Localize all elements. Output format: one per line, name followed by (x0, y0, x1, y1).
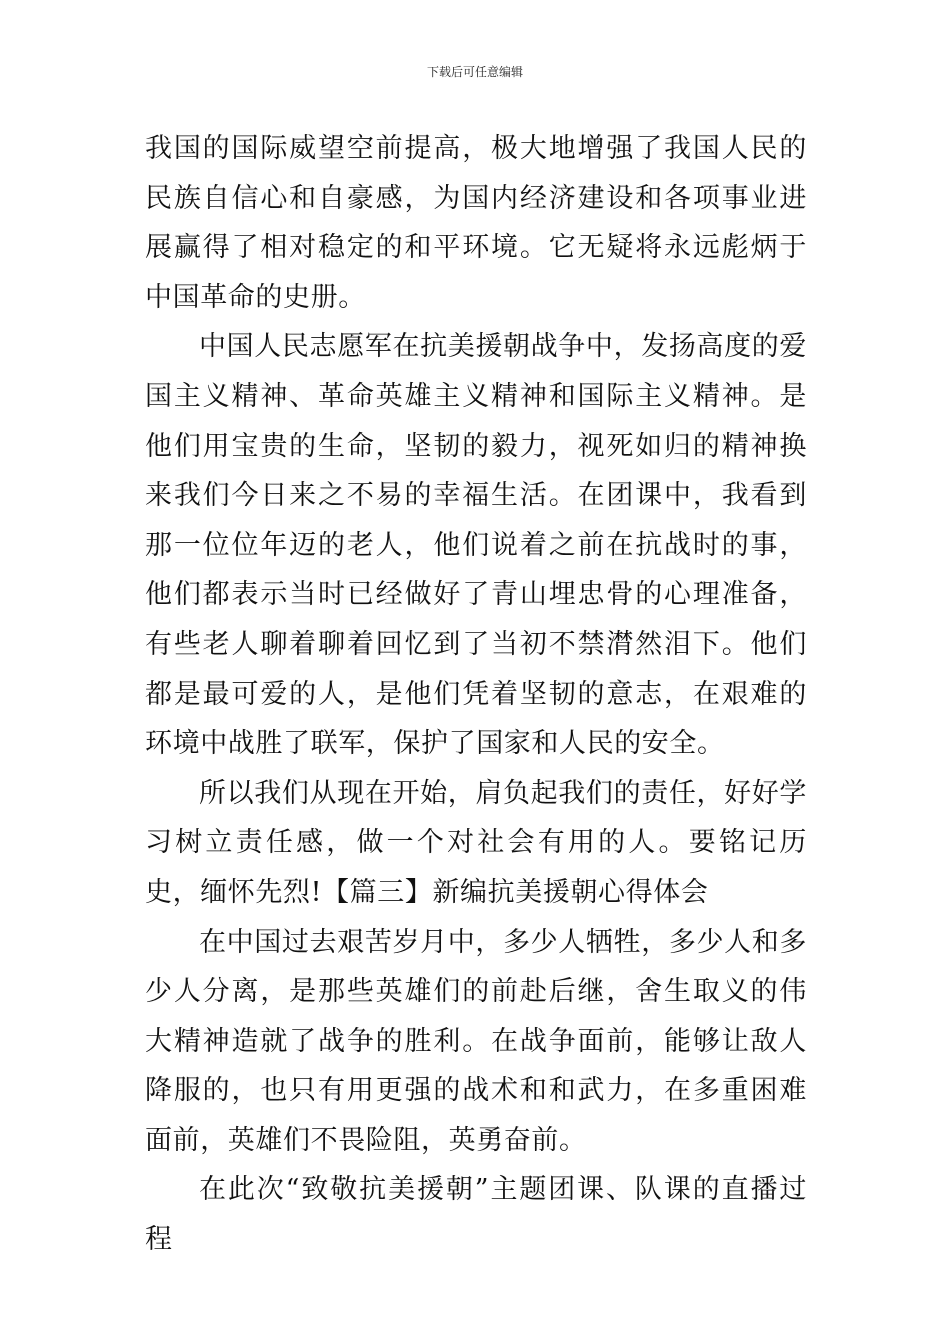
paragraph-3: 所以我们从现在开始，肩负起我们的责任，好好学习树立责任感，做一个对社会有用的人。要铭记历史，缅怀先烈!【篇三】新编抗美援朝心得体会 (145, 777, 807, 908)
page-header: 下载后可任意编辑 (426, 65, 523, 79)
paragraph-2: 中国人民志愿军在抗美援朝战争中，发扬高度的爱国主义精神、革命英雄主义精神和国际主义精神。是他们用宝贵的生命，坚韧的毅力，视死如归的精神换来我们今日来之不易的幸福生活。在团课中，我看到那一位位年迈的老人，他们说着之前在抗战时的事，他们都表示当时已经做好了青山埋忠骨的心理准备，有些老人聊着聊着回忆到了当初不禁潸然泪下。他们都是最可爱的人，是他们凭着坚韧的意志，在艰难的环境中战胜了联军，保护了国家和人民的安全。 (145, 331, 807, 760)
paragraph-5: 在此次“致敬抗美援朝”主题团课、队课的直播过程 (145, 1174, 807, 1256)
paragraph-4: 在中国过去艰苦岁月中，多少人牺牲，多少人和多少人分离，是那些英雄们的前赴后继，舍生取义的伟大精神造就了战争的胜利。在战争面前，能够让敌人降服的，也只有用更强的战术和和武力，在多重困难面前，英雄们不畏险阻，英勇奋前。 (145, 926, 807, 1156)
paragraph-1: 我国的国际威望空前提高，极大地增强了我国人民的民族自信心和自豪感，为国内经济建设和各项事业进展赢得了相对稳定的和平环境。它无疑将永远彪炳于中国革命的史册。 (145, 133, 807, 313)
document-body (145, 124, 807, 1265)
